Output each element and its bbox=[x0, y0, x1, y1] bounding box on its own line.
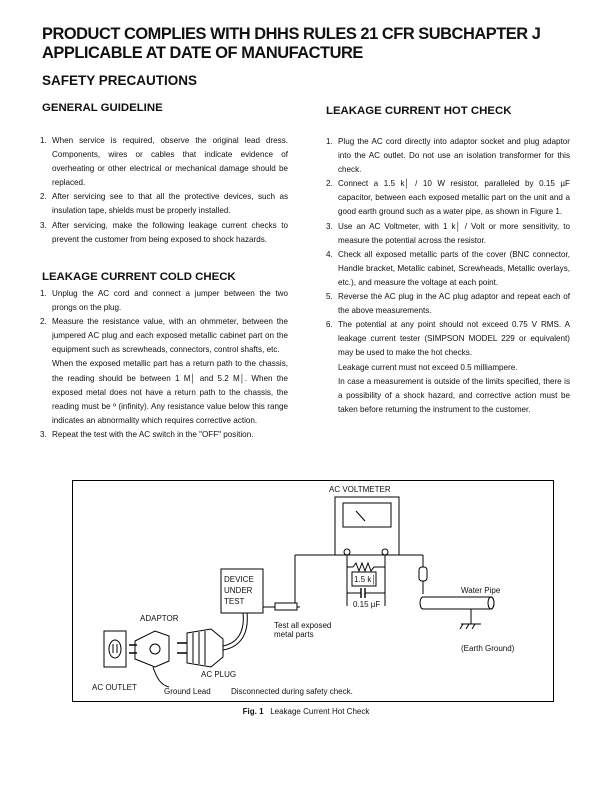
disconnected-label: Disconnected during safety check. bbox=[231, 687, 353, 696]
water-pipe-end bbox=[488, 597, 494, 609]
page-title: PRODUCT COMPLIES WITH DHHS RULES 21 CFR SUBCHAPTER J APPLICABLE AT DATE OF MANUFACTURE bbox=[42, 25, 541, 62]
hot-check-heading: LEAKAGE CURRENT HOT CHECK bbox=[326, 105, 512, 117]
ground-clip bbox=[419, 567, 427, 581]
list-item: 2. After servicing see to that all the protective devices, such as insulation tape, shields must be properly installed. bbox=[40, 192, 288, 216]
ground-lead-wire bbox=[153, 667, 169, 687]
voltmeter-terminal-right bbox=[382, 549, 388, 555]
hot-check-list bbox=[326, 135, 570, 417]
ac-plug-label: AC PLUG bbox=[201, 670, 237, 679]
test-parts-label-line1: Test all exposed bbox=[274, 621, 332, 630]
list-item: 4. Check all exposed metallic parts of the cover (BNC connector, Handle bracket, Metallic cabinet, Screwheads, Metallic overlays, etc.), and measure the voltage at each point. bbox=[326, 249, 570, 287]
list-item: 2. Connect a 1.5 k│ / 10 W resistor, paralleled by 0.15 µF capacitor, between each exposed metallic part on the unit and a good earth ground such as a water pipe, as shown in Figure 1. bbox=[326, 179, 570, 217]
figure-caption bbox=[0, 707, 612, 716]
water-pipe-label: Water Pipe bbox=[461, 586, 501, 595]
general-guideline-list bbox=[40, 134, 288, 247]
caption-number: Fig. 1 bbox=[242, 707, 264, 716]
section-title: SAFETY PRECAUTIONS bbox=[42, 73, 198, 88]
voltmeter-dial bbox=[343, 503, 391, 527]
list-item: 3. After servicing, make the following leakage current checks to prevent the customer from being exposed to shock hazards. bbox=[40, 220, 288, 244]
general-guideline-heading: GENERAL GUIDELINE bbox=[42, 102, 163, 114]
test-probe bbox=[275, 603, 297, 610]
dut-label-line3: TEST bbox=[224, 597, 245, 606]
list-item: 3. Use an AC Voltmeter, with 1 k│ / Volt or more sensitivity, to measure the potential across the resistor. bbox=[326, 221, 570, 245]
list-item: 2. Measure the resistance value, with an ohmmeter, between the jumpered AC plug and each exposed metallic cabinet part on the equipment such as screwheads, connectors, control shafts, etc. When the exposed metallic part has a return path to the chassis, the reading should be between 1 M│ and 5.2 M│. When the exposed metal does not have a return path to the chassis, the reading must be º (infinity). Any resistance value below this range indicates an abnormality which requires corrective action. bbox=[40, 317, 288, 425]
voltmeter-label: AC VOLTMETER bbox=[329, 485, 391, 494]
test-parts-label-line2: metal parts bbox=[274, 630, 314, 639]
adaptor-socket bbox=[150, 644, 160, 654]
list-item: 6. The potential at any point should not exceed 0.75 V RMS. A leakage current tester (SIMPSON MODEL 229 or equivalent) may be used to make the hot checks. Leakage current must not exceed 0.5 milliampere. In case a measurement is outside of the limits specified, there is a possibility of a shock hazard, and corrective action must be taken before returning the instrument to the customer. bbox=[326, 320, 570, 414]
resistor-label: 1.5 k│ bbox=[354, 575, 377, 584]
ground-lead-label: Ground Lead bbox=[164, 687, 211, 696]
cold-check-list bbox=[40, 287, 288, 442]
ground-symbol bbox=[466, 624, 469, 629]
ground-symbol bbox=[472, 624, 475, 629]
resistor-symbol bbox=[353, 563, 385, 571]
cold-check-heading: LEAKAGE CURRENT COLD CHECK bbox=[42, 271, 236, 283]
ground-symbol bbox=[460, 624, 463, 629]
list-item: 1. When service is required, observe the original lead dress. Components, wires or cables that indicate evidence of overheating or other electrical or mechanical damage should be replaced. bbox=[40, 136, 288, 188]
voltmeter-terminal-left bbox=[344, 549, 350, 555]
list-item: 1. Unplug the AC cord and connect a jumper between the two prongs on the plug. bbox=[40, 289, 288, 313]
ac-outlet-label: AC OUTLET bbox=[92, 683, 137, 692]
outlet-face bbox=[109, 640, 121, 658]
list-item: 5. Reverse the AC plug in the AC plug adaptor and repeat each of the above measurements. bbox=[326, 292, 570, 316]
water-pipe bbox=[420, 597, 494, 609]
dut-label-line2: UNDER bbox=[224, 586, 253, 595]
adaptor-label: ADAPTOR bbox=[140, 614, 179, 623]
earth-ground-label: (Earth Ground) bbox=[461, 644, 515, 653]
figure-1 bbox=[72, 480, 554, 702]
dut-label-line1: DEVICE bbox=[224, 575, 254, 584]
caption-text: Leakage Current Hot Check bbox=[270, 707, 370, 716]
list-item: 3. Repeat the test with the AC switch in the "OFF" position. bbox=[40, 429, 254, 439]
circuit-diagram bbox=[73, 481, 553, 701]
list-item: 1. Plug the AC cord directly into adaptor socket and plug adaptor into the AC outlet. Do not use an isolation transformer for this check. bbox=[326, 137, 570, 175]
capacitor-label: 0.15 µF bbox=[353, 600, 381, 609]
